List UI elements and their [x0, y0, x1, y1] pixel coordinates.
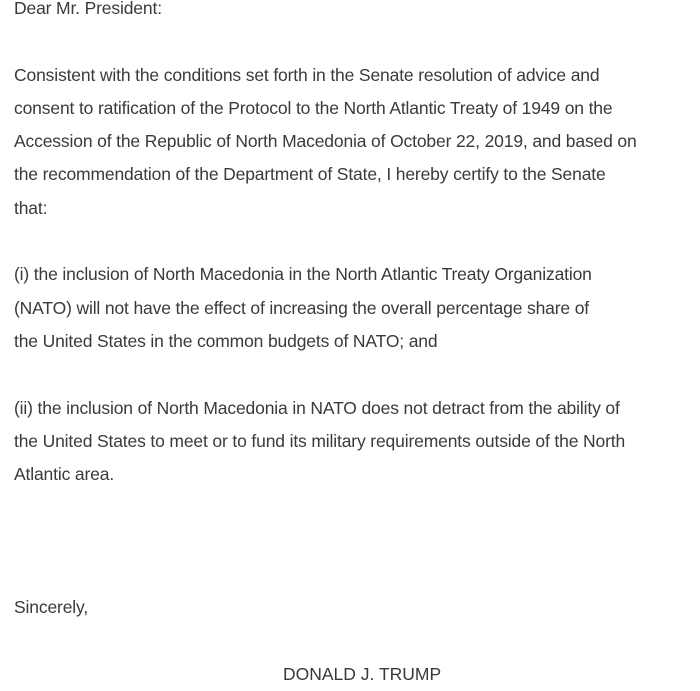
paragraph-line: Accession of the Republic of North Macedonia of October 22, 2019, and based on	[14, 131, 637, 152]
paragraph-spacer	[14, 491, 700, 591]
paragraph-line: Atlantic area.	[14, 464, 115, 485]
paragraph-line: the recommendation of the Department of State, I hereby certify to the Senate	[14, 164, 606, 185]
paragraph-line: the United States in the common budgets of NATO; and	[14, 330, 438, 351]
paragraph-line: the United States to meet or to fund its military requirements outside of the North	[14, 430, 626, 451]
paragraph-line: (ii) the inclusion of North Macedonia in NATO does not detract from the ability of	[14, 397, 620, 418]
letter-body	[14, 0, 700, 625]
paragraph-spacer	[14, 25, 700, 58]
paragraph-spacer	[14, 225, 700, 258]
paragraph-line: (NATO) will not have the effect of increasing the overall percentage share of	[14, 297, 590, 318]
paragraph-certification-intro	[14, 59, 700, 225]
paragraph-condition-ii	[14, 392, 700, 492]
paragraph-spacer	[14, 358, 700, 391]
signature-name: DONALD J. TRUMP	[283, 664, 442, 684]
paragraph-line: (i) the inclusion of North Macedonia in the North Atlantic Treaty Organization	[14, 264, 592, 285]
paragraph-line: that:	[14, 197, 48, 218]
closing: Sincerely,	[14, 597, 89, 618]
paragraph-condition-i	[14, 258, 700, 358]
paragraph-line: consent to ratification of the Protocol to the North Atlantic Treaty of 1949 on the	[14, 97, 613, 118]
paragraph-line: Consistent with the conditions set forth in the Senate resolution of advice and	[14, 64, 600, 85]
salutation: Dear Mr. President:	[14, 0, 162, 18]
